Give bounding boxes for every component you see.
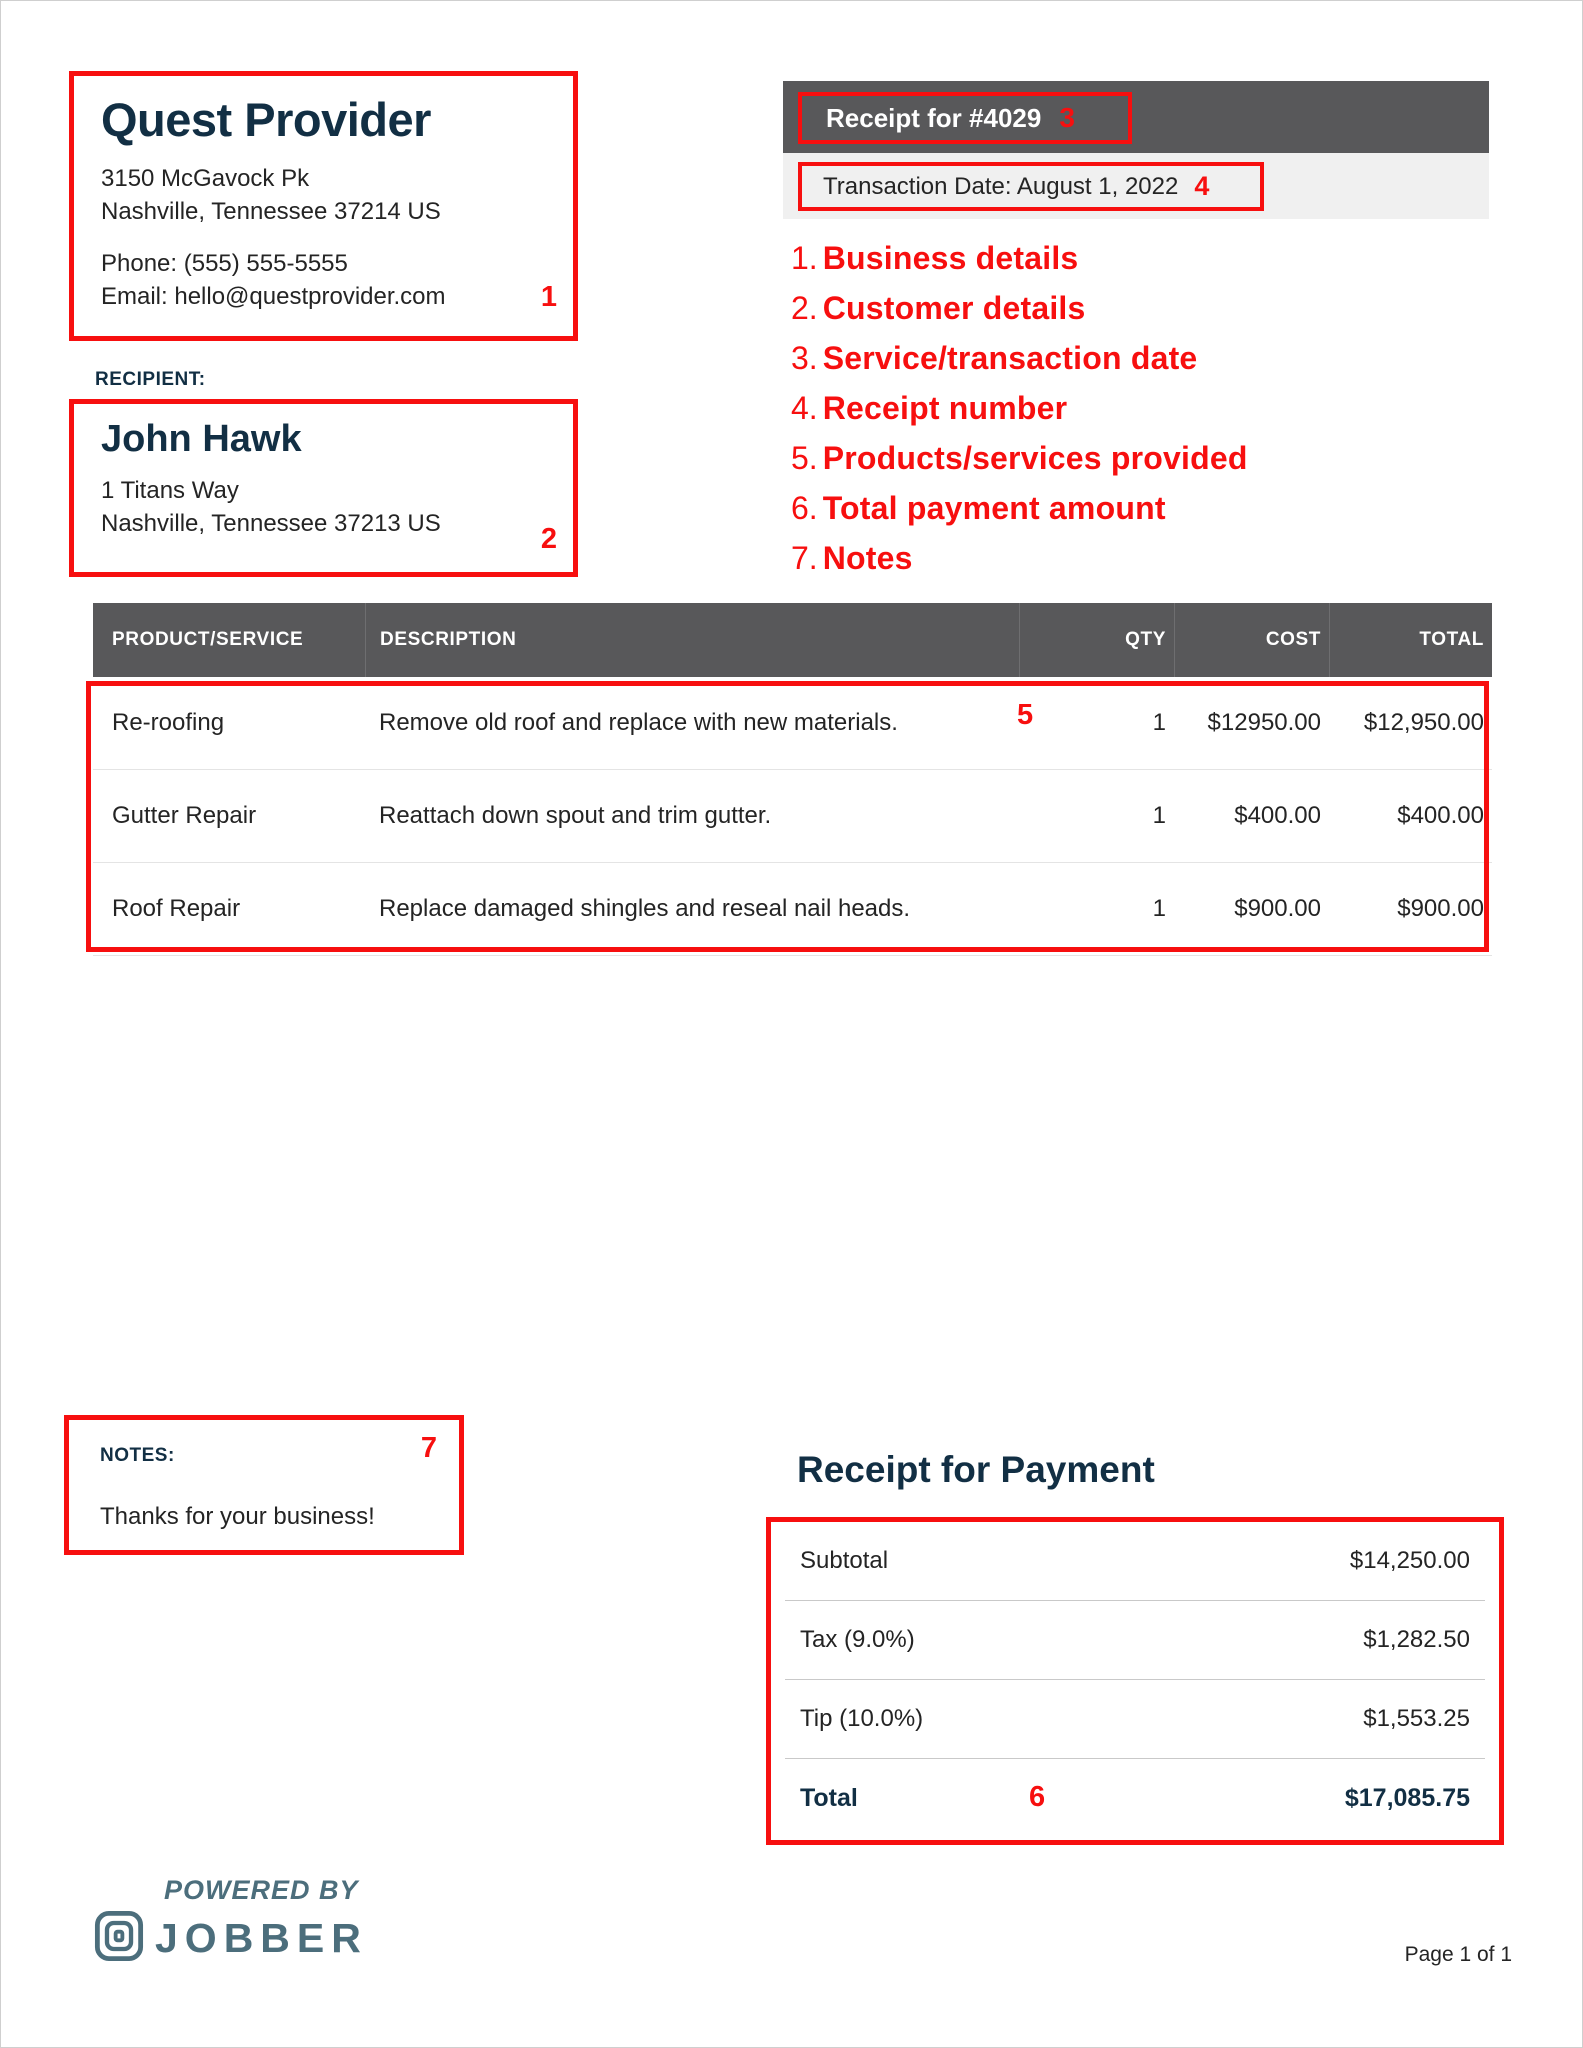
cell-description: Reattach down spout and trim gutter. [379, 802, 772, 829]
receipt-title-bar [783, 81, 1489, 153]
annotation-marker-7: 7 [420, 1432, 437, 1464]
subtotal-label: Subtotal [800, 1547, 889, 1574]
jobber-brand-text: JOBBER [155, 1915, 368, 1961]
legend-number: 4. [791, 390, 818, 426]
cell-product: Re-roofing [112, 709, 225, 736]
notes-text: Thanks for your business! [100, 1503, 375, 1530]
annotation-legend [791, 240, 1491, 590]
legend-number: 2. [791, 290, 818, 326]
jobber-logo-icon [94, 1910, 144, 1967]
annotation-marker-6: 6 [1029, 1781, 1046, 1813]
transaction-date: Transaction Date: August 1, 2022 [823, 172, 1179, 200]
legend-item [791, 540, 1491, 590]
cell-description: Remove old roof and replace with new materials. [379, 709, 898, 736]
annotation-marker-1: 1 [540, 281, 557, 313]
business-details-box [69, 71, 578, 341]
legend-number: 1. [791, 240, 818, 276]
tip-row [785, 1680, 1485, 1759]
cell-qty: 1 [1152, 709, 1166, 736]
payment-heading: Receipt for Payment [797, 1449, 1155, 1490]
cell-product: Roof Repair [112, 895, 241, 922]
legend-item [791, 240, 1491, 290]
recipient-details-box [69, 399, 578, 577]
recipient-address-line2: Nashville, Tennessee 37213 US [101, 510, 441, 537]
legend-label: Products/services provided [822, 440, 1248, 476]
cell-description: Replace damaged shingles and reseal nail heads. [379, 895, 911, 922]
receipt-title: Receipt for #4029 [826, 102, 1042, 133]
legend-number: 5. [791, 440, 818, 476]
receipt-title-highlight-box [798, 92, 1132, 144]
recipient-address [101, 474, 563, 540]
payment-totals-box [766, 1517, 1504, 1845]
column-header-description: DESCRIPTION [365, 603, 1019, 677]
business-contact [101, 247, 563, 313]
total-row [785, 1759, 1485, 1838]
legend-label: Receipt number [822, 390, 1068, 426]
annotation-marker-2: 2 [540, 523, 557, 555]
legend-item [791, 490, 1491, 540]
tax-row [785, 1601, 1485, 1680]
cell-product: Gutter Repair [112, 802, 257, 829]
cell-qty: 1 [1152, 895, 1166, 922]
legend-item [791, 390, 1491, 440]
total-label: Total [800, 1784, 858, 1812]
jobber-brand-row [94, 1910, 368, 1967]
legend-number: 7. [791, 540, 818, 576]
annotation-marker-4: 4 [1194, 171, 1210, 201]
legend-label: Business details [822, 240, 1079, 276]
notes-box [64, 1415, 464, 1555]
recipient-name: John Hawk [101, 418, 302, 460]
legend-label: Customer details [822, 290, 1086, 326]
cell-cost: $12950.00 [1207, 709, 1321, 736]
subtotal-value: $14,250.00 [1349, 1547, 1470, 1574]
cell-total: $400.00 [1397, 802, 1484, 829]
legend-label: Total payment amount [822, 490, 1166, 526]
business-address-line1: 3150 McGavock Pk [101, 165, 310, 192]
table-header-row [93, 603, 1492, 677]
cell-cost: $400.00 [1234, 802, 1321, 829]
legend-item [791, 440, 1491, 490]
tax-label: Tax (9.0%) [800, 1626, 915, 1653]
business-email: Email: hello@questprovider.com [101, 283, 446, 310]
table-row [93, 863, 1492, 956]
business-phone: Phone: (555) 555-5555 [101, 250, 348, 277]
cell-qty: 1 [1152, 802, 1166, 829]
legend-number: 6. [791, 490, 818, 526]
recipient-address-line1: 1 Titans Way [101, 477, 239, 504]
subtotal-row [785, 1522, 1485, 1601]
powered-by-text: POWERED BY [164, 1875, 359, 1905]
tax-value: $1,282.50 [1363, 1626, 1470, 1653]
legend-label: Service/transaction date [822, 340, 1198, 376]
legend-label: Notes [822, 540, 913, 576]
notes-label: NOTES: [100, 1445, 175, 1466]
powered-by-jobber [94, 1875, 368, 1967]
transaction-date-highlight-box [798, 162, 1264, 211]
column-header-total: TOTAL [1329, 603, 1492, 677]
column-header-qty: QTY [1019, 603, 1174, 677]
table-row [93, 770, 1492, 863]
cell-total: $900.00 [1397, 895, 1484, 922]
legend-number: 3. [791, 340, 818, 376]
annotation-marker-5: 5 [1017, 699, 1034, 731]
line-items-table [93, 603, 1492, 956]
legend-item [791, 290, 1491, 340]
tip-value: $1,553.25 [1363, 1705, 1470, 1732]
transaction-date-strip [783, 153, 1489, 219]
cell-cost: $900.00 [1234, 895, 1321, 922]
business-address-line2: Nashville, Tennessee 37214 US [101, 198, 441, 225]
table-row [93, 677, 1492, 770]
business-name: Quest Provider [101, 93, 431, 146]
annotation-marker-3: 3 [1059, 102, 1075, 133]
total-value: $17,085.75 [1344, 1784, 1470, 1812]
column-header-cost: COST [1174, 603, 1329, 677]
business-address [101, 162, 563, 228]
column-header-product: PRODUCT/SERVICE [112, 629, 304, 650]
page-indicator: Page 1 of 1 [1404, 1943, 1512, 1966]
recipient-label: RECIPIENT: [95, 369, 206, 390]
cell-total: $12,950.00 [1363, 709, 1484, 736]
legend-item [791, 340, 1491, 390]
tip-label: Tip (10.0%) [800, 1705, 924, 1732]
